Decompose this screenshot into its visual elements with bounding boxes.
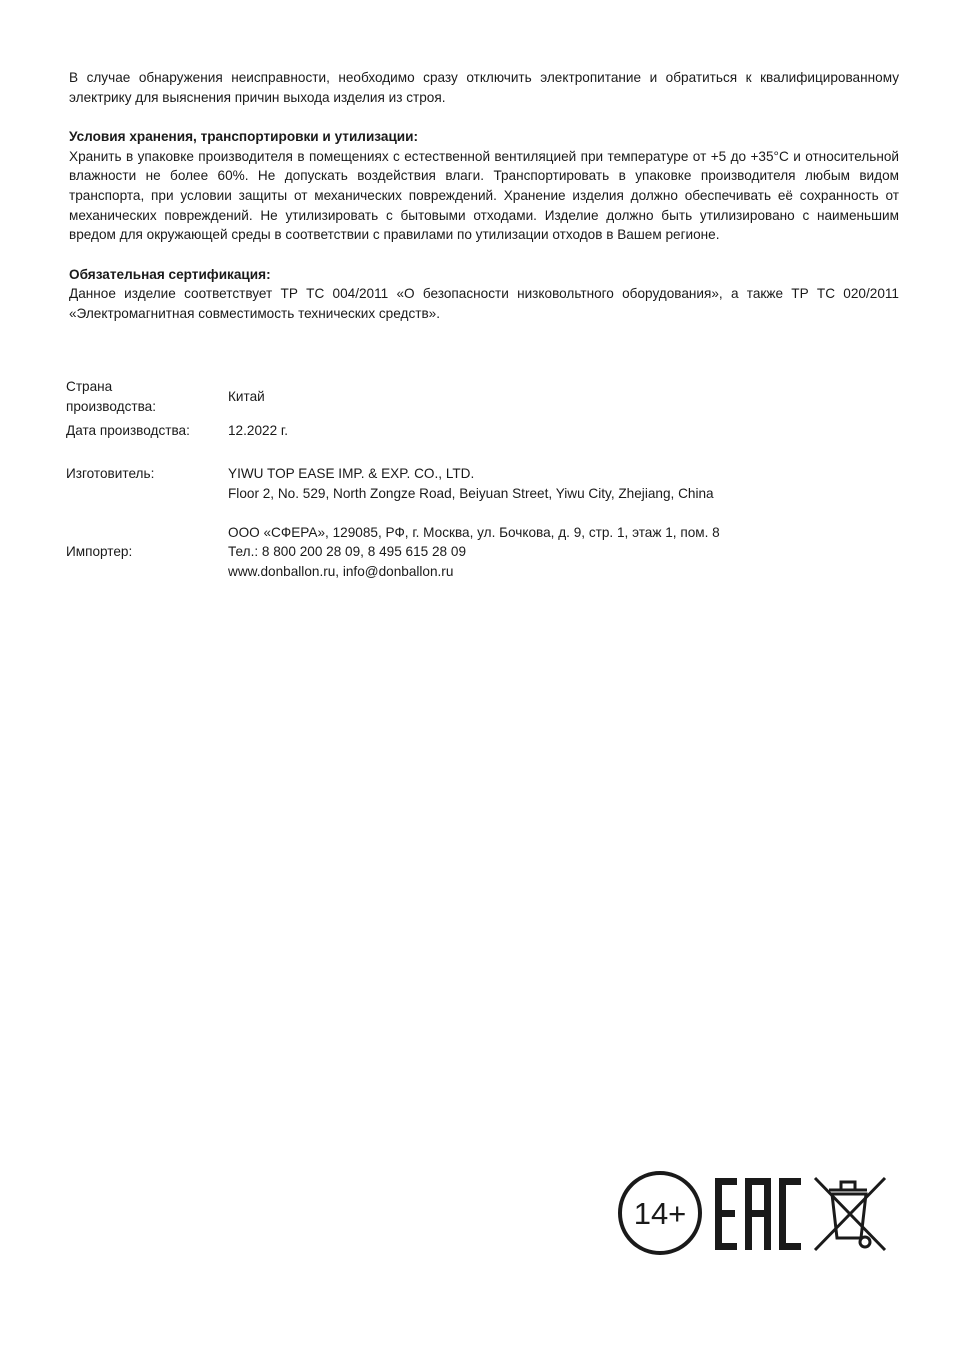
importer-address: ООО «СФЕРА», 129085, РФ, г. Москва, ул. Бочкова, д. 9, стр. 1, этаж 1, пом. 8 xyxy=(228,524,720,540)
manufacturer-row xyxy=(66,464,906,504)
age-rating-text: 14+ xyxy=(633,1196,687,1231)
manufacturer-value xyxy=(228,464,906,503)
country-label-line2: производства: xyxy=(66,399,156,414)
storage-paragraph: Хранить в упаковке производителя в помещениях с естественной вентиляцией при температуре от +5 до +35°С и относительной влажности не более 60%. Не допускать воздействия влаги. Транспортировать в упаковке производителя любым видом транспорта, при условии защиты от механических повреждений. Хранение изделия должно обеспечивать её сохранность от механических повреждений. Не утилизировать с бытовыми отходами. Изделие должно быть утилизировано с наименьшим вредом для окружающей среды в соответствии с правилами по утилизации отходов в Вашем регионе. xyxy=(69,148,899,243)
date-value: 12.2022 г. xyxy=(228,423,288,439)
importer-phones: Тел.: 8 800 200 28 09, 8 495 615 28 09 xyxy=(228,544,467,560)
certification-title: Обязательная сертификация: xyxy=(69,266,271,282)
eac-logo xyxy=(713,1176,803,1252)
product-details xyxy=(66,377,906,582)
importer-row xyxy=(66,522,906,582)
storage-title: Условия хранения, транспортировки и утилизации: xyxy=(69,129,419,145)
intro-paragraph: В случае обнаружения неисправности, необходимо сразу отключить электропитание и обратиться к квалифицированному электрику для выяснения причин выхода изделия из строя. xyxy=(69,70,899,105)
country-label xyxy=(66,377,228,416)
manufacturer-label: Изготовитель: xyxy=(66,466,155,481)
country-label-line1: Страна xyxy=(66,379,113,395)
importer-label: Импортер: xyxy=(66,544,133,560)
importer-contacts: www.donballon.ru, info@donballon.ru xyxy=(228,563,454,579)
importer-value xyxy=(228,523,906,582)
date-label: Дата производства: xyxy=(66,423,190,439)
document-body xyxy=(69,68,899,324)
crossed-bin-icon xyxy=(809,1172,891,1256)
certification-paragraph: Данное изделие соответствует ТР ТС 004/2011 «О безопасности низковольтного оборудования», а также ТР ТС 020/2011 «Электромагнитная совместимость технических средств». xyxy=(69,286,899,321)
country-row xyxy=(66,377,906,417)
country-value: Китай xyxy=(228,389,265,405)
certification-marks xyxy=(617,1170,897,1256)
manufacturer-address: Floor 2, No. 529, North Zongze Road, Beiyuan Street, Yiwu City, Zhejiang, China xyxy=(228,485,714,501)
age-rating-icon xyxy=(617,1170,703,1256)
manufacturer-name: YIWU TOP EASE IMP. & EXP. CO., LTD. xyxy=(228,466,475,481)
date-row xyxy=(66,418,906,444)
